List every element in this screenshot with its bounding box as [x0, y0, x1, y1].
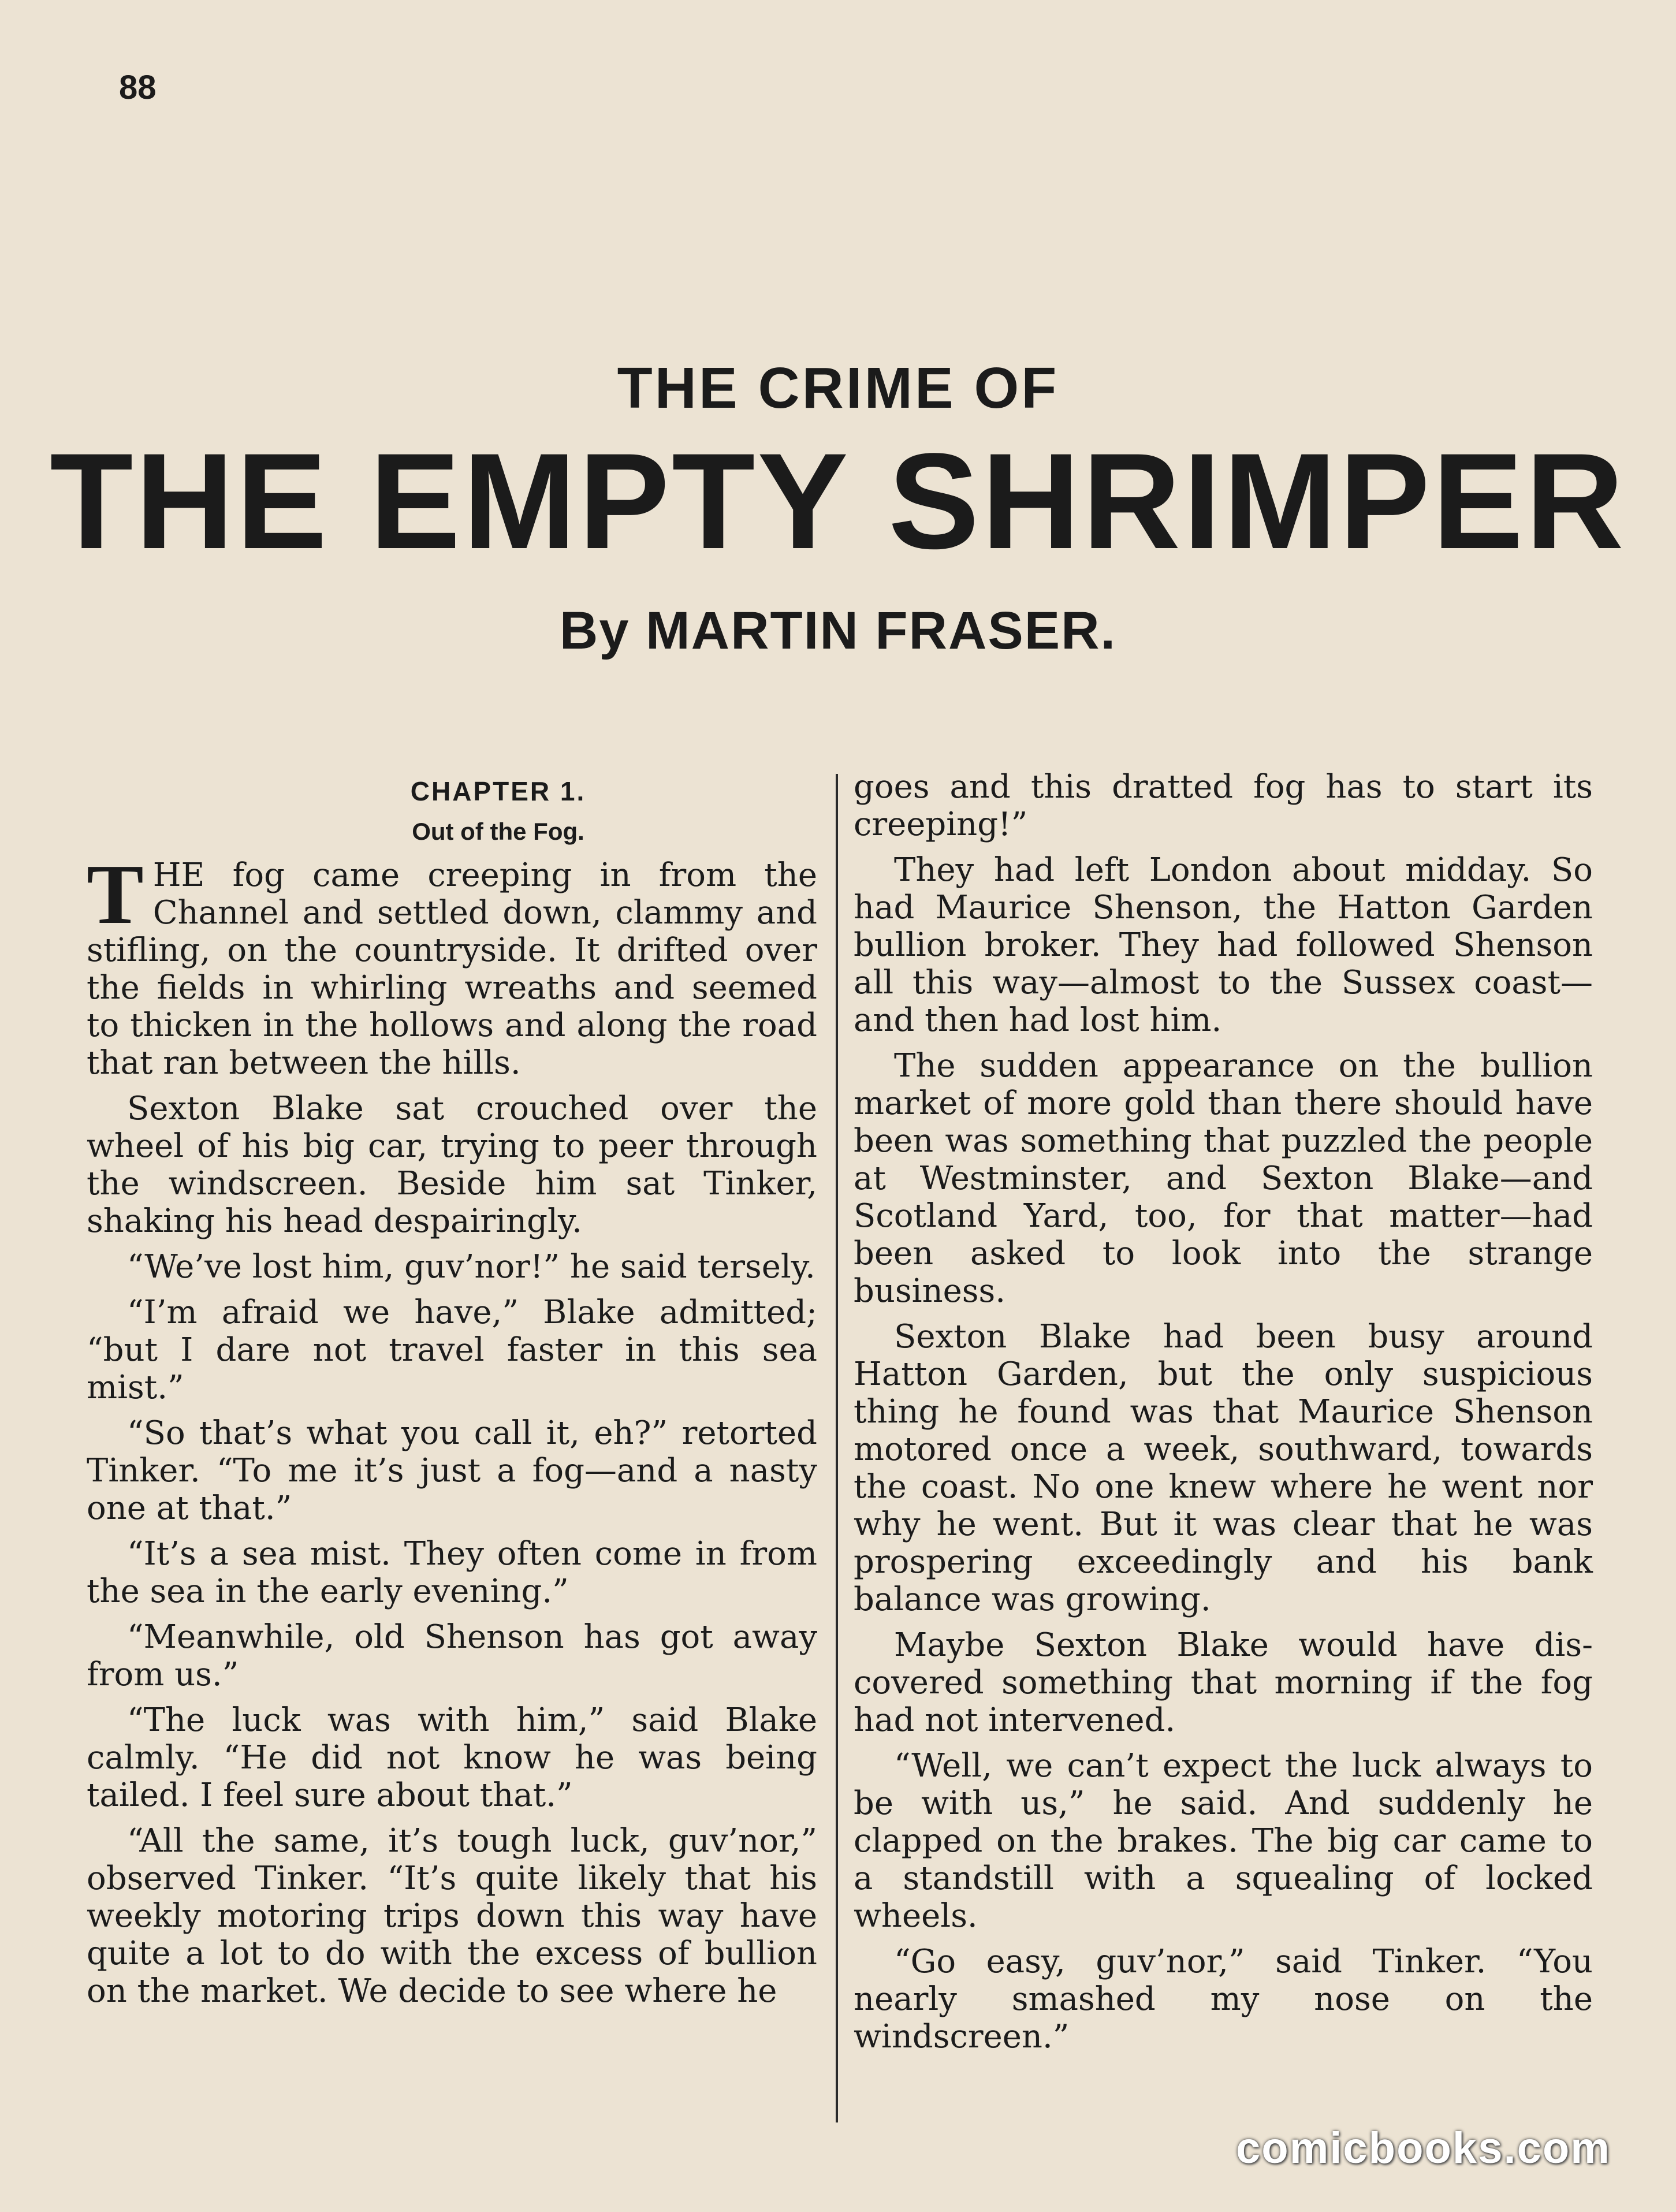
- paragraph: “Well, we can’t expect the luck always to be with us,” he said. And suddenly he clapped on the brakes. The big car came to a standstill with a squealing of locked wheels.: [854, 1747, 1593, 1935]
- paragraph: “The luck was with him,” said Blake calmly. “He did not know he was being tailed. I feel sure about that.”: [87, 1701, 817, 1814]
- column-divider: [836, 774, 838, 2122]
- opening-paragraph-text: HE fog came creeping in from the Channel and settled down, clammy and stifling, on the countryside. It drifted over the fields in whirling wreaths and seemed to thicken in the hollows and along the road that ran between the hills.: [87, 857, 817, 1082]
- paragraph: “All the same, it’s tough luck, guv’nor,” observed Tinker. “It’s quite likely that his weekly motoring trips down this way have quite a lot to do with the excess of bullion on the market. We decide to see where he: [87, 1822, 817, 2010]
- paragraph: Maybe Sexton Blake would have discovered something that morning if the fog had not intervened.: [854, 1626, 1593, 1739]
- paragraph: “I’m afraid we have,” Blake admitted; “but I dare not travel faster in this sea mist.”: [87, 1294, 817, 1406]
- right-column: [854, 768, 1593, 2064]
- drop-cap: T: [87, 847, 144, 942]
- opening-paragraph: [87, 847, 817, 1082]
- story-pretitle: THE CRIME OF: [617, 356, 1059, 420]
- paragraph: “Meanwhile, old Shenson has got away from us.”: [87, 1618, 817, 1693]
- paragraph: They had left London about midday. So had Maurice Shenson, the Hatton Garden bullion broker. They had followed Shenson all this way—almost to the Sussex coast—and then had lost him.: [854, 851, 1593, 1039]
- continued-paragraph: goes and this dratted fog has to start its creeping!”: [854, 768, 1593, 843]
- chapter-subheading: Out of the Fog.: [412, 818, 584, 845]
- paragraph: “We’ve lost him, guv’nor!” he said tersely.: [127, 1248, 815, 1286]
- left-column: [87, 771, 817, 2018]
- story-byline: By MARTIN FRASER.: [559, 601, 1117, 660]
- chapter-heading: CHAPTER 1.: [410, 776, 586, 806]
- watermark-logo: comicbooks.com: [1236, 2124, 1611, 2173]
- paragraph: “It’s a sea mist. They often come in from the sea in the early evening.”: [87, 1535, 817, 1610]
- paragraph: “Go easy, guv’nor,” said Tinker. “You nearly smashed my nose on the windscreen.”: [854, 1943, 1593, 2055]
- paragraph: The sudden appearance on the bullion market of more gold than there should have been was something that puzzled the people at Westminster, and Sexton Blake—and Scotland Yard, too, for that matter—had been asked to look into the strange business.: [854, 1047, 1593, 1310]
- paragraph: Sexton Blake sat crouched over the wheel of his big car, trying to peer through the windscreen. Beside him sat Tinker, shaking his head despairingly.: [87, 1090, 817, 1240]
- story-title: THE EMPTY SHRIMPER: [50, 425, 1626, 578]
- paragraph: “So that’s what you call it, eh?” retorted Tinker. “To me it’s just a fog—and a nasty one at that.”: [87, 1414, 817, 1527]
- page-number: 88: [119, 69, 157, 106]
- paragraph: Sexton Blake had been busy around Hatton Garden, but the only suspicious thing he found was that Maurice Shenson motored once a week, southward, towards the coast. No one knew where he went nor why he went. But it was clear that he was prospering exceedingly and his bank balance was growing.: [854, 1318, 1593, 1618]
